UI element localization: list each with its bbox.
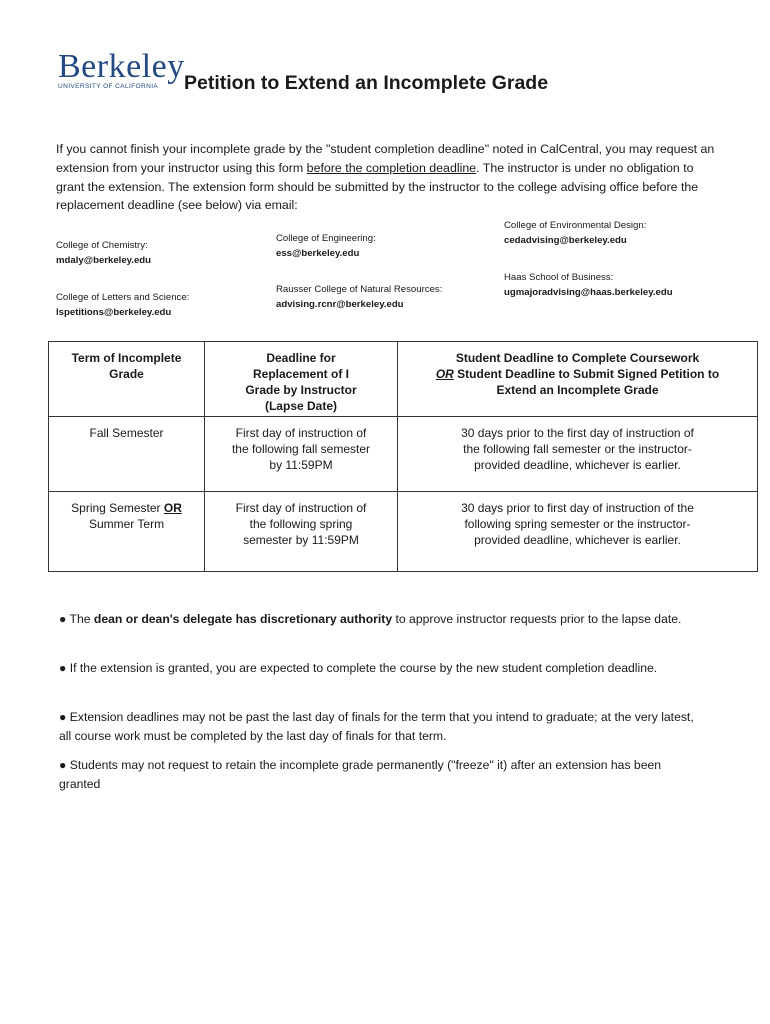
cell-term: Fall Semester	[49, 417, 205, 492]
contact-natural-resources	[276, 282, 442, 312]
bullet-finals-limit: ● Extension deadlines may not be past the last day of finals for the term that you intend to graduate; at the very latest, all course work must be completed by the last day of finals for that term.	[59, 710, 694, 743]
contact-email[interactable]: ugmajoradvising@haas.berkeley.edu	[504, 287, 673, 298]
berkeley-logo	[58, 48, 185, 90]
contact-email[interactable]: cedadvising@berkeley.edu	[504, 235, 627, 246]
contact-name: College of Engineering:	[276, 233, 376, 244]
header-term: Term of Incomplete Grade	[49, 342, 205, 417]
bullet-extension-granted: ● If the extension is granted, you are expected to complete the course by the new student completion deadline.	[59, 661, 658, 675]
contact-email[interactable]: lspetitions@berkeley.edu	[56, 307, 172, 318]
contact-email[interactable]: ess@berkeley.edu	[276, 248, 360, 259]
cell-student-deadline: 30 days prior to the first day of instruction of the following fall semester or the instructor-provided deadline, whichever is earlier.	[398, 417, 758, 492]
contact-email[interactable]: advising.rcnr@berkeley.edu	[276, 299, 404, 310]
intro-text-1: If you cannot finish your incomplete grade by the "student completion deadline" noted in CalCentral, you may request an extension from your instructor using this form	[56, 142, 715, 175]
logo-wordmark: Berkeley	[58, 48, 185, 85]
intro-paragraph	[56, 140, 720, 215]
table-row	[49, 492, 758, 572]
table-header-row	[49, 342, 758, 417]
header-or: OR	[435, 367, 454, 381]
contact-name: College of Chemistry:	[56, 240, 148, 251]
header-deadline: Deadline for Replacement of I Grade by Instructor (Lapse Date)	[205, 342, 398, 417]
contact-name: Haas School of Business:	[504, 272, 614, 283]
cell-deadline: First day of instruction of the following spring semester by 11:59PM	[205, 492, 398, 572]
contact-engineering	[276, 231, 376, 261]
contact-haas	[504, 270, 673, 300]
logo-subtitle: UNIVERSITY OF CALIFORNIA	[58, 83, 159, 90]
bullet-dean-authority: ● The dean or dean's delegate has discretionary authority to approve instructor requests prior to the lapse date.	[59, 612, 682, 626]
header-student-line2: Student Deadline to Submit Signed Petition to Extend an Incomplete Grade	[453, 367, 720, 397]
intro-text-2: . The instructor is under no obligation to grant the extension. The extension form should be submitted by the instructor to the college advising office before the replacement deadline (see below) via email:	[56, 160, 699, 213]
contact-letters-science	[56, 290, 189, 320]
intro-underlined: before the completion deadline	[306, 160, 477, 175]
contact-chemistry	[56, 238, 151, 268]
deadline-table	[48, 341, 758, 572]
contact-name: Rausser College of Natural Resources:	[276, 284, 443, 295]
cell-deadline: First day of instruction of the following fall semester by 11:59PM	[205, 417, 398, 492]
contact-environmental-design	[504, 218, 646, 248]
cell-student-deadline: 30 days prior to first day of instruction of the following spring semester or the instructor-provided deadline, whichever is earlier.	[398, 492, 758, 572]
header-student-deadline	[398, 342, 758, 417]
bullet-no-freeze: ● Students may not request to retain the incomplete grade permanently ("freeze" it) after an extension has been granted	[59, 758, 662, 791]
contact-name: College of Letters and Science:	[56, 292, 190, 303]
header-student-line1: Student Deadline to Complete Coursework	[455, 351, 700, 365]
table-row	[49, 417, 758, 492]
cell-term: Spring Semester OR Summer Term	[49, 492, 205, 572]
contact-name: College of Environmental Design:	[504, 220, 647, 231]
contact-email[interactable]: mdaly@berkeley.edu	[56, 255, 152, 266]
page-title: Petition to Extend an Incomplete Grade	[184, 72, 549, 94]
